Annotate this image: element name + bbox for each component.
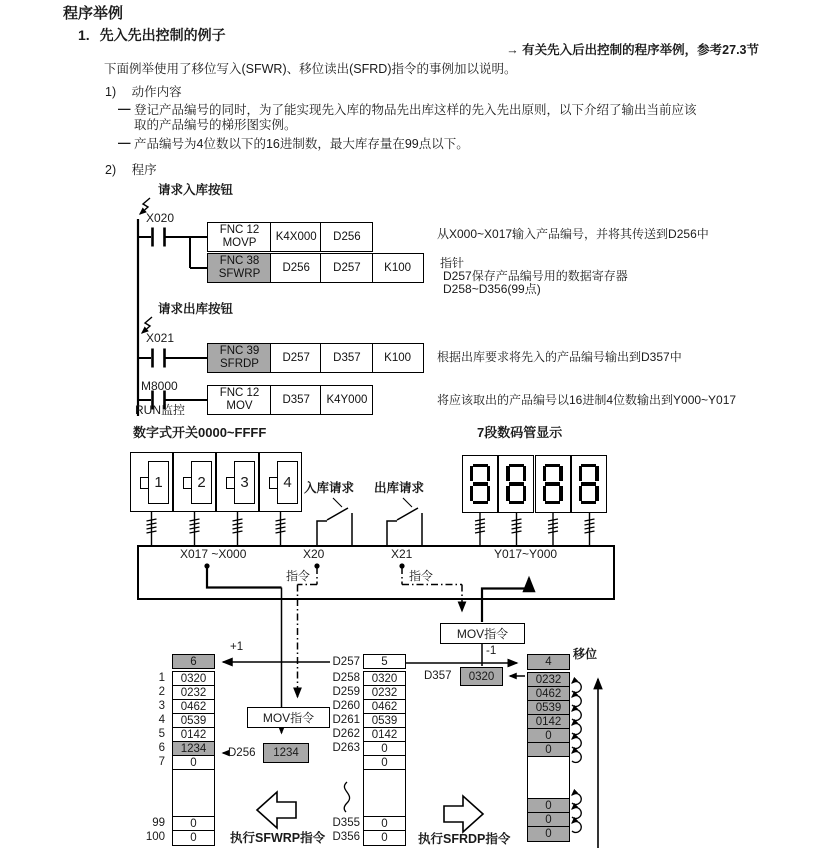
exec-sfrdp-caption: 执行SFRDP指令 [418, 832, 511, 846]
register-label: D258 [332, 672, 360, 684]
seven-seg-digit [571, 455, 607, 513]
thumbwheel-digit: 4 [277, 461, 298, 504]
minus1-label: -1 [486, 645, 497, 657]
item1-title: 动作内容 [131, 85, 182, 99]
operand: K100 [372, 343, 424, 373]
bullet2-dash: — [118, 136, 131, 150]
shift-label: 移位 [573, 647, 598, 661]
seven-seg-digit [498, 455, 534, 513]
row-number: 100 [145, 831, 165, 843]
comment-4: 将应该取出的产品编号以16进制4位数输出到Y000~Y017 [437, 393, 737, 407]
bullet2-text: 产品编号为4位数以下的16进制数，最大库存量在99点以下。 [134, 137, 469, 151]
fnc-cell [207, 343, 272, 373]
operand: K4Y000 [320, 385, 373, 415]
register-label: D259 [332, 686, 360, 698]
table-cell: 0 [528, 813, 569, 827]
table-cell: 0232 [364, 686, 405, 700]
mov-box-left: MOV指令 [247, 707, 330, 728]
row-number: 5 [158, 728, 165, 740]
mnemonic: SFWRP [218, 268, 261, 280]
table-cell: 0 [190, 832, 197, 844]
d357-label: D357 [424, 670, 452, 682]
table-cell: 0 [528, 743, 569, 757]
row-number: 7 [158, 756, 165, 768]
row-number: 6 [158, 742, 165, 754]
item1-heading [105, 85, 182, 99]
right-table [527, 672, 570, 842]
section-title: 先入先出控制的例子 [99, 27, 226, 43]
table-cell: 0 [173, 817, 214, 831]
bullet1-line2: 取的产品编号的梯形图实例。 [134, 118, 297, 132]
operand: D357 [320, 343, 373, 373]
middle-table [363, 671, 406, 846]
instruction-mov [207, 385, 373, 415]
table-cell: 0320 [173, 672, 214, 686]
item1-number: 1) [105, 85, 117, 99]
row-number: 99 [152, 817, 165, 829]
operand: D257 [320, 253, 373, 283]
block-arrow-left-icon [257, 792, 296, 828]
row-number: 1 [158, 672, 165, 684]
table-cell: 0 [364, 756, 405, 770]
fnc-number: FNC 39 [219, 345, 260, 357]
contact-x020 [153, 228, 165, 247]
d256-label: D256 [228, 747, 256, 759]
fnc-number: FNC 12 [219, 387, 260, 399]
cable-hash-icons [147, 519, 595, 533]
fnc-number: FNC 38 [219, 255, 260, 267]
row-number: 3 [158, 700, 165, 712]
table-cell: 0 [364, 817, 405, 831]
contact-label-x021: X021 [146, 331, 175, 345]
table-cell: 0232 [173, 686, 214, 700]
item2-title: 程序 [131, 163, 157, 177]
table-cell: 0 [173, 756, 214, 770]
thumbwheel-digit: 1 [148, 461, 169, 504]
register-label: D356 [332, 831, 360, 843]
switch-symbols [317, 498, 422, 545]
section-heading [78, 27, 226, 43]
operand: D257 [270, 343, 322, 373]
in-request-switch-icon [317, 508, 352, 545]
reference-note: → 有关先入后出控制的程序举例，参考27.3节 [506, 43, 759, 57]
table-continuation-squiggle [344, 782, 349, 812]
table-cell: 0539 [173, 714, 214, 728]
operand: D357 [270, 385, 322, 415]
table-cell: 0 [381, 832, 388, 844]
register-label: D257 [332, 656, 360, 668]
in-request-label: 入库请求 [304, 481, 355, 495]
table-cell: 0462 [364, 700, 405, 714]
table-cell: 0 [528, 799, 569, 813]
mnemonic: SFRDP [220, 358, 259, 370]
out-request-label: 出库请求 [374, 481, 425, 495]
table-cell: 0142 [528, 715, 569, 729]
thumbwheel-digit: 2 [191, 461, 212, 504]
comment-2a: 指针 [440, 256, 465, 270]
table-cell: 0320 [364, 672, 405, 686]
left-table-pointer-cell: 6 [172, 654, 215, 669]
fnc-number: FNC 12 [219, 224, 260, 236]
mid-table-pointer-cell: 5 [363, 654, 406, 669]
table-cell: 0462 [173, 700, 214, 714]
table-cell: 0 [364, 742, 405, 756]
left-table [172, 671, 215, 846]
operand: D256 [270, 253, 322, 283]
thumbwheel-digit: 3 [234, 461, 255, 504]
run-monitor-note: RUN监控 [135, 403, 185, 417]
instruction-movp [207, 222, 373, 252]
row-number: 2 [158, 686, 165, 698]
note-in-button: 请求入库按钮 [158, 183, 234, 197]
table-blank-cell [173, 770, 214, 817]
table-blank-cell [528, 757, 569, 799]
fnc-cell [207, 222, 272, 252]
intro-text: 下面例举使用了移位写入(SFWR)、移位读出(SFRD)指令的事例加以说明。 [104, 62, 517, 76]
comment-1: 从X000~X017输入产品编号，并将其传送到D256中 [437, 227, 709, 241]
table-blank-cell [364, 770, 405, 817]
register-label: D261 [332, 714, 360, 726]
table-cell: 0539 [364, 714, 405, 728]
bus-x20-label: X20 [303, 547, 325, 561]
item2-heading [105, 163, 157, 177]
item2-number: 2) [105, 163, 117, 177]
plus1-label: +1 [230, 641, 244, 653]
comment-3: 根据出库要求将先入的产品编号输出到D357中 [437, 350, 682, 364]
register-label: D263 [332, 742, 360, 754]
row-number: 4 [158, 714, 165, 726]
instruction-sfwrp [207, 253, 424, 283]
shift-loop-icons [572, 682, 581, 833]
comment-2b: D257保存产品编号用的数据寄存器 [443, 269, 628, 283]
note-out-button: 请求出库按钮 [158, 302, 234, 316]
page-title: 程序举例 [63, 5, 124, 22]
register-label: D260 [332, 700, 360, 712]
table-cell: 0232 [528, 673, 569, 687]
bullet1-line1: 登记产品编号的同时，为了能实现先入库的物品先出库这样的先入先出原则，以下介绍了输出当前应该 [134, 103, 697, 117]
fnc-cell [207, 253, 272, 283]
right-table-pointer-cell: 4 [527, 654, 570, 670]
digital-switch-label: 数字式开关0000~FFFF [133, 425, 267, 440]
table-cell: 0462 [528, 687, 569, 701]
thumbwheel-switch [216, 452, 259, 512]
seven-seg-digit [462, 455, 498, 513]
section-number: 1. [78, 27, 90, 43]
command-label-1: 指令 [286, 569, 311, 583]
mnemonic: MOV [226, 400, 253, 412]
comment-2c: D258~D356(99点) [443, 282, 541, 296]
mov-box-right: MOV指令 [440, 623, 525, 644]
command-label-2: 指令 [409, 569, 434, 583]
table-cell: 0 [528, 827, 569, 841]
register-label: D355 [332, 817, 360, 829]
register-label: D262 [332, 728, 360, 740]
table-cell: 1234 [173, 742, 214, 756]
seven-seg-digit [535, 455, 571, 513]
seven-seg-label: 7段数码管显示 [477, 425, 563, 440]
bullet1-dash: — [118, 102, 131, 116]
thumbwheel-switch [259, 452, 302, 512]
contact-x021 [153, 349, 165, 368]
table-cell: 0539 [528, 701, 569, 715]
instruction-sfrdp [207, 343, 424, 373]
table-cell: 0142 [364, 728, 405, 742]
exec-sfwrp-caption: 执行SFWRP指令 [230, 831, 326, 845]
table-cell: 0142 [173, 728, 214, 742]
bus-y-range-label: Y017~Y000 [494, 547, 558, 561]
operand: D256 [320, 222, 373, 252]
operand: K4X000 [270, 222, 322, 252]
contact-label-x020: X020 [146, 211, 175, 225]
bus-x21-label: X21 [391, 547, 413, 561]
table-cell: 0 [528, 729, 569, 743]
operand: K100 [372, 253, 424, 283]
thumbwheel-switch [130, 452, 173, 512]
connector-lines [147, 512, 595, 545]
thumbwheel-switch [173, 452, 216, 512]
out-request-switch-icon [387, 508, 422, 545]
contact-label-m8000: M8000 [141, 379, 178, 393]
d256-value-box: 1234 [263, 743, 309, 763]
d357-value-box: 0320 [460, 667, 503, 686]
bus-x-range-label: X017 ~X000 [180, 547, 247, 561]
mnemonic: MOVP [222, 237, 257, 249]
fnc-cell [207, 385, 272, 415]
block-arrow-right-icon [444, 796, 483, 832]
